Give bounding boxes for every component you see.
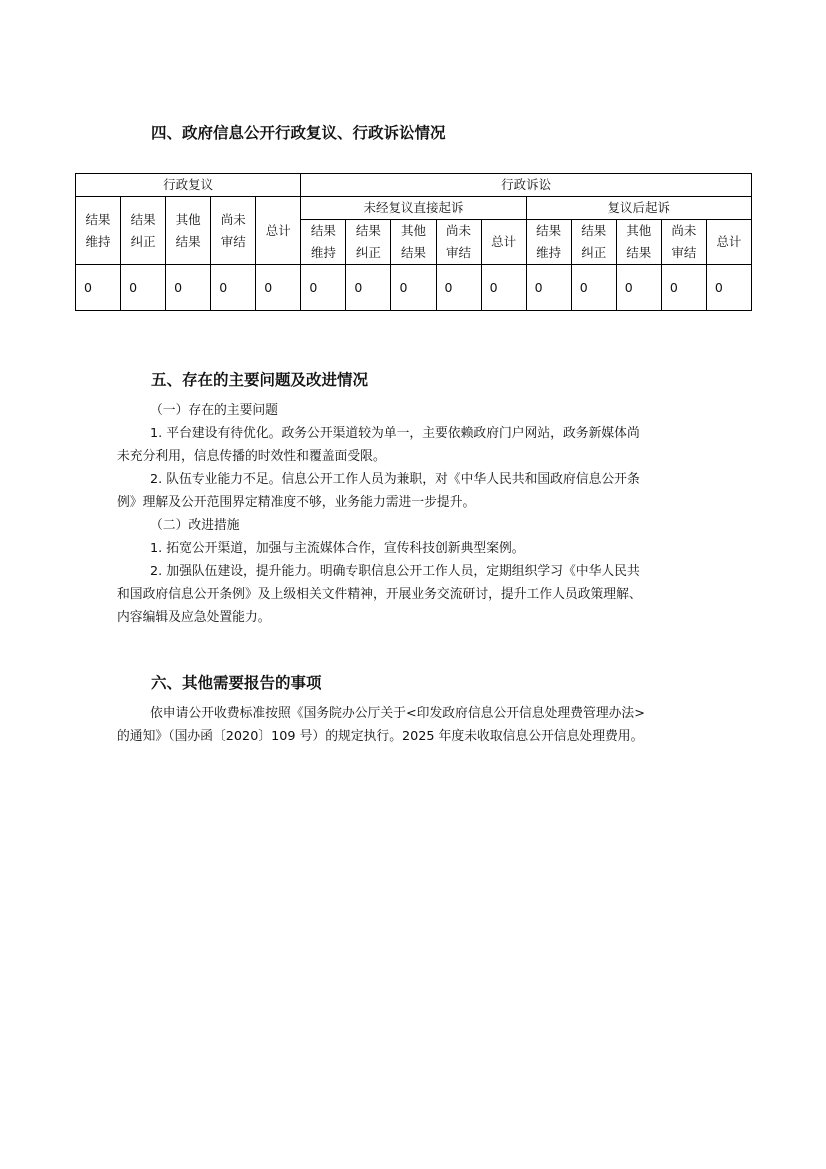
- table-cell: 0: [256, 265, 301, 311]
- problem-1-line-1: 1. 平台建设有待优化。政务公开渠道较为单一，主要依赖政府门户网站，政务新媒体尚: [150, 426, 640, 441]
- section-6-heading: 六、其他需要报告的事项: [151, 674, 322, 692]
- header-admin-review: 行政复议: [76, 174, 301, 197]
- header-after-pending: 尚未 审结: [661, 220, 706, 265]
- table-cell: 0: [391, 265, 436, 311]
- table-cell: 0: [166, 265, 211, 311]
- table-cell: 0: [301, 265, 346, 311]
- header-direct-corrected: 结果 纠正: [346, 220, 391, 265]
- table-cell: 0: [76, 265, 121, 311]
- table-cell: 0: [571, 265, 616, 311]
- table-cell: 0: [616, 265, 661, 311]
- subheading-problems: （一）存在的主要问题: [150, 403, 278, 418]
- measure-2-line-1: 2. 加强队伍建设，提升能力。明确专职信息公开工作人员，定期组织学习《中华人民共: [150, 564, 640, 579]
- table-header-row-1: [76, 174, 752, 197]
- header-review-upheld: 结果 维持: [76, 197, 121, 265]
- header-review-total: 总计: [256, 197, 301, 265]
- table-cell: 0: [481, 265, 526, 311]
- header-direct-total: 总计: [481, 220, 526, 265]
- header-after-total: 总计: [706, 220, 751, 265]
- table-cell: 0: [436, 265, 481, 311]
- measure-2-line-3: 内容编辑及应急处置能力。: [117, 610, 271, 625]
- table-row: [76, 265, 752, 311]
- problem-1-line-2: 未充分利用，信息传播的时效性和覆盖面受限。: [117, 449, 386, 464]
- problem-2-line-2: 例》理解及公开范围界定精准度不够，业务能力需进一步提升。: [117, 495, 476, 510]
- header-direct-pending: 尚未 审结: [436, 220, 481, 265]
- review-litigation-table: [75, 173, 752, 311]
- header-suit-after-review: 复议后起诉: [526, 197, 751, 220]
- section-4-heading: 四、政府信息公开行政复议、行政诉讼情况: [151, 124, 446, 142]
- table-cell: 0: [121, 265, 166, 311]
- header-after-upheld: 结果 维持: [526, 220, 571, 265]
- header-admin-litigation: 行政诉讼: [301, 174, 752, 197]
- section-6-body: [117, 702, 727, 748]
- section-5-body: [117, 399, 727, 629]
- table-cell: 0: [706, 265, 751, 311]
- subheading-measures: （二）改进措施: [150, 518, 240, 533]
- header-after-corrected: 结果 纠正: [571, 220, 616, 265]
- header-review-corrected: 结果 纠正: [121, 197, 166, 265]
- section-5-heading: 五、存在的主要问题及改进情况: [151, 371, 369, 389]
- table-cell: 0: [211, 265, 256, 311]
- header-direct-upheld: 结果 维持: [301, 220, 346, 265]
- problem-2-line-1: 2. 队伍专业能力不足。信息公开工作人员为兼职，对《中华人民共和国政府信息公开条: [150, 472, 640, 487]
- header-review-pending: 尚未 审结: [211, 197, 256, 265]
- measure-1: 1. 拓宽公开渠道，加强与主流媒体合作，宣传科技创新典型案例。: [150, 541, 525, 556]
- fee-paragraph-line-1: 依申请公开收费标准按照《国务院办公厅关于<印发政府信息公开信息处理费管理办法>: [150, 706, 645, 721]
- header-review-other: 其他 结果: [166, 197, 211, 265]
- header-direct-other: 其他 结果: [391, 220, 436, 265]
- fee-paragraph-line-2: 的通知》（国办函〔2020〕109 号）的规定执行。2025 年度未收取信息公开信息处理费用。: [117, 729, 644, 744]
- header-after-other: 其他 结果: [616, 220, 661, 265]
- table-header-row-2: [76, 197, 752, 220]
- table-cell: 0: [526, 265, 571, 311]
- measure-2-line-2: 和国政府信息公开条例》及上级相关文件精神，开展业务交流研讨，提升工作人员政策理解、: [117, 587, 642, 602]
- header-direct-suit: 未经复议直接起诉: [301, 197, 526, 220]
- table-cell: 0: [661, 265, 706, 311]
- table-cell: 0: [346, 265, 391, 311]
